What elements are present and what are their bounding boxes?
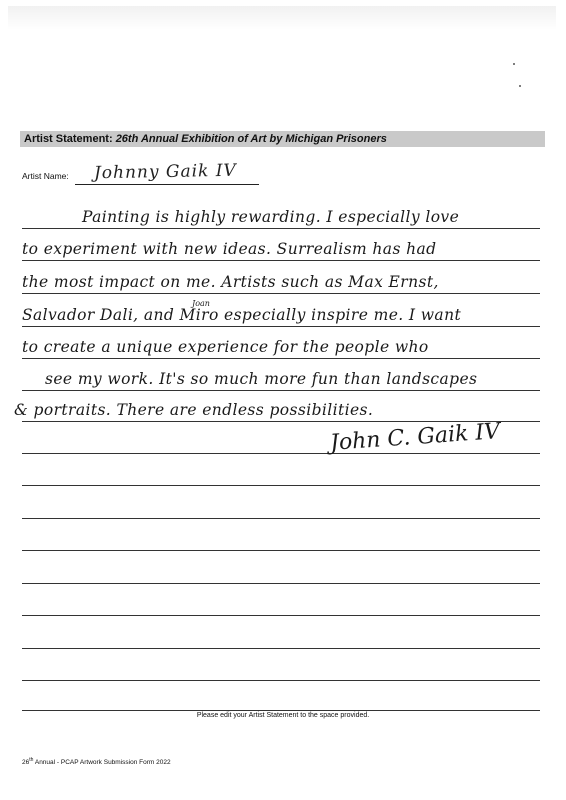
- writing-rule: [22, 228, 540, 229]
- writing-rule: [22, 390, 540, 391]
- form-footer: 26th Annual - PCAP Artwork Submission Form 2022: [22, 757, 171, 767]
- writing-rule: [22, 550, 540, 551]
- scan-shadow: [8, 6, 556, 30]
- writing-rule: [22, 648, 540, 649]
- artist-name-label: Artist Name:: [22, 171, 69, 181]
- statement-line: to experiment with new ideas. Surrealism has had: [22, 240, 437, 258]
- writing-rule: [22, 583, 540, 584]
- writing-rule: [22, 326, 540, 327]
- artist-name-value: Johnny Gaik IV: [93, 160, 237, 184]
- writing-rule: [22, 453, 540, 454]
- scan-speck: [519, 85, 521, 87]
- artist-statement-header: [20, 131, 545, 147]
- writing-rule: [22, 615, 540, 616]
- writing-rule: [22, 710, 540, 711]
- statement-line: see my work. It's so much more fun than landscapes: [45, 370, 478, 388]
- footer-instruction: Please edit your Artist Statement to the space provided.: [196, 712, 370, 719]
- writing-rule: [22, 358, 540, 359]
- statement-line: & portraits. There are endless possibilities.: [14, 401, 374, 419]
- artist-signature: John C. Gaik IV: [329, 419, 501, 456]
- statement-line: Salvador Dali, and Miro especially inspire me. I want: [22, 306, 462, 324]
- statement-line: the most impact on me. Artists such as Max Ernst,: [22, 273, 439, 291]
- statement-line: to create a unique experience for the people who: [22, 338, 429, 356]
- writing-rule: [22, 293, 540, 294]
- writing-rule: [22, 485, 540, 486]
- artist-name-underline: [75, 184, 259, 185]
- writing-rule: [22, 260, 540, 261]
- statement-line: Painting is highly rewarding. I especially love: [82, 208, 460, 226]
- scan-speck: [513, 63, 515, 65]
- header-title: 26th Annual Exhibition of Art by Michigan Prisoners: [115, 133, 387, 145]
- writing-rule: [22, 680, 540, 681]
- header-prefix: Artist Statement:: [24, 133, 116, 145]
- writing-rule: [22, 518, 540, 519]
- insertion-annotation: Joan: [192, 299, 210, 308]
